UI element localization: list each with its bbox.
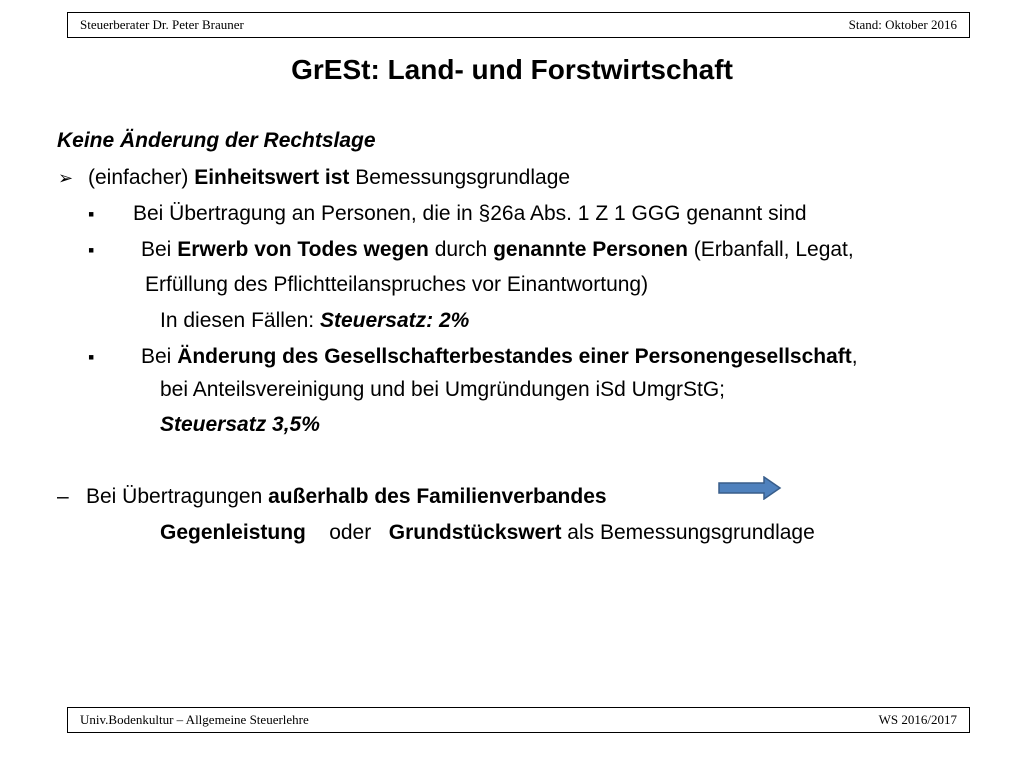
line-ausserhalb: Bei Übertragungen außerhalb des Familienverbandes — [86, 485, 607, 508]
arrow-bullet-icon: ➢ — [58, 168, 74, 188]
footer-university: Univ.Bodenkultur – Allgemeine Steuerlehre — [80, 712, 309, 727]
line-gesellschafter: Bei Änderung des Gesellschafterbestandes einer Personengesellschaft, — [141, 345, 858, 368]
line-steuersatz-3-5: Steuersatz 3,5% — [160, 413, 320, 436]
slide-title: GrESt: Land- und Forstwirtschaft — [291, 54, 733, 85]
header-bar — [67, 12, 970, 38]
square-bullet-icon: ▪ — [88, 347, 95, 367]
section-heading: Keine Änderung der Rechtslage — [57, 129, 376, 152]
line-steuersatz-2: In diesen Fällen: Steuersatz: 2% — [160, 309, 470, 332]
line-einheitswert: (einfacher) Einheitswert ist Bemessungsgrundlage — [88, 166, 571, 189]
header-author: Steuerberater Dr. Peter Brauner — [80, 17, 244, 32]
footer-bar — [67, 707, 970, 733]
right-arrow-icon — [718, 476, 782, 500]
square-bullet-icon: ▪ — [88, 204, 95, 224]
footer-semester: WS 2016/2017 — [878, 712, 957, 727]
line-erfuellung: Erfüllung des Pflichtteilanspruches vor Einantwortung) — [145, 273, 649, 296]
header-date: Stand: Oktober 2016 — [848, 17, 957, 32]
line-uebertragung: Bei Übertragung an Personen, die in §26a Abs. 1 Z 1 GGG genannt sind — [133, 202, 807, 225]
line-gegenleistung: Gegenleistung oder Grundstückswert als Bemessungsgrundlage — [160, 521, 815, 544]
square-bullet-icon: ▪ — [88, 240, 95, 260]
line-anteilsvereinigung: bei Anteilsvereinigung und bei Umgründungen iSd UmgrStG; — [160, 378, 726, 401]
line-erwerb: Bei Erwerb von Todes wegen durch genannte Personen (Erbanfall, Legat, — [141, 238, 854, 261]
dash-bullet-icon: – — [57, 485, 69, 508]
